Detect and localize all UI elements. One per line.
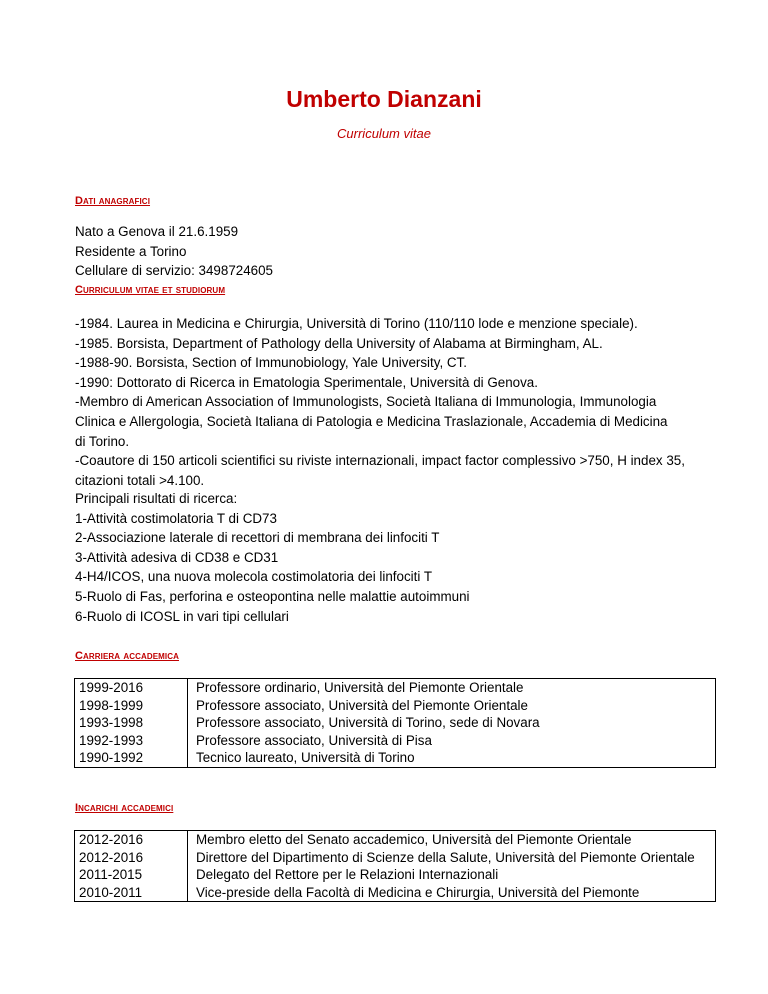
- curriculum-block: [75, 314, 715, 490]
- year-cell: 2011-2015: [75, 866, 188, 884]
- table-row: [75, 866, 716, 884]
- risultati-intro: Principali risultati di ricerca:: [75, 491, 238, 506]
- curriculum-line: -1984. Laurea in Medicina e Chirurgia, Università di Torino (110/110 lode e menzione speciale).: [75, 316, 638, 331]
- description-cell: Vice-preside della Facoltà di Medicina e Chirurgia, Università del Piemonte: [196, 884, 640, 900]
- section-heading-incarichi: Incarichi accademici: [75, 802, 174, 814]
- risultati-line: 4-H4/ICOS, una nuova molecola costimolatoria dei linfociti T: [75, 569, 433, 585]
- description-cell: Membro eletto del Senato accademico, Università del Piemonte Orientale: [196, 832, 632, 847]
- year-cell: 2012-2016: [75, 849, 188, 867]
- year-cell: 2012-2016: [75, 831, 188, 849]
- year-cell: 1998-1999: [75, 697, 188, 715]
- curriculum-line: -1988-90. Borsista, Section of Immunobiology, Yale University, CT.: [75, 355, 467, 371]
- table-row: [75, 749, 716, 767]
- table-row: [75, 697, 716, 715]
- year-cell: 1990-1992: [75, 749, 188, 767]
- curriculum-line: -Coautore di 150 articoli scientifici su riviste internazionali, impact factor complessivo >750, H index 35, citazioni totali >4.100.: [75, 453, 685, 488]
- risultati-line: 6-Ruolo di ICOSL in vari tipi cellulari: [75, 608, 289, 624]
- risultati-line: 5-Ruolo di Fas, perforina e osteopontina nelle malattie autoimmuni: [75, 588, 470, 604]
- document-title: Umberto Dianzani: [286, 86, 482, 112]
- curriculum-line: -Membro di American Association of Immunologists, Società Italiana di Immunologia, Immunologia Clinica e Allergologia, Società Italiana di Patologia e Medicina Traslazionale, Accademia di Medicina di Torino.: [75, 394, 668, 449]
- description-cell: Direttore del Dipartimento di Scienze della Salute, Università del Piemonte Orientale: [196, 849, 695, 865]
- year-cell: 1999-2016: [75, 679, 188, 697]
- table-row: [75, 831, 716, 849]
- risultati-line: 1-Attività costimolatoria T di CD73: [75, 510, 277, 526]
- dati-line: Nato a Genova il 21.6.1959: [75, 224, 239, 239]
- year-cell: 1992-1993: [75, 732, 188, 750]
- year-cell: 1993-1998: [75, 714, 188, 732]
- dati-anagrafici-block: [75, 222, 715, 281]
- section-heading-curriculum: Curriculum vitae et studiorum: [75, 284, 226, 296]
- description-cell: Professore associato, Università del Piemonte Orientale: [196, 697, 528, 713]
- incarichi-table: [74, 830, 716, 902]
- description-cell: Professore associato, Università di Pisa: [196, 732, 432, 748]
- dati-line: Residente a Torino: [75, 243, 187, 259]
- description-cell: Professore associato, Università di Torino, sede di Novara: [196, 715, 540, 731]
- table-row: [75, 849, 716, 867]
- section-heading-carriera: Carriera accademica: [75, 650, 180, 662]
- description-cell: Professore ordinario, Università del Piemonte Orientale: [196, 680, 524, 695]
- section-heading-dati-anagrafici: Dati anagrafici: [75, 195, 151, 207]
- curriculum-line: -1990: Dottorato di Ricerca in Ematologia Sperimentale, Università di Genova.: [75, 374, 538, 390]
- dati-line: Cellulare di servizio: 3498724605: [75, 263, 274, 279]
- document-subtitle: Curriculum vitae: [337, 126, 431, 141]
- carriera-table: [74, 678, 716, 768]
- table-row: [75, 732, 716, 750]
- table-row: [75, 884, 716, 902]
- risultati-block: [75, 489, 715, 626]
- description-cell: Tecnico laureato, Università di Torino: [196, 750, 415, 766]
- table-row: [75, 679, 716, 697]
- risultati-line: 3-Attività adesiva di CD38 e CD31: [75, 549, 279, 565]
- year-cell: 2010-2011: [75, 884, 188, 902]
- description-cell: Delegato del Rettore per le Relazioni Internazionali: [196, 867, 499, 883]
- risultati-line: 2-Associazione laterale di recettori di membrana dei linfociti T: [75, 530, 440, 546]
- curriculum-line: -1985. Borsista, Department of Pathology della University of Alabama at Birmingham, AL.: [75, 335, 603, 351]
- table-row: [75, 714, 716, 732]
